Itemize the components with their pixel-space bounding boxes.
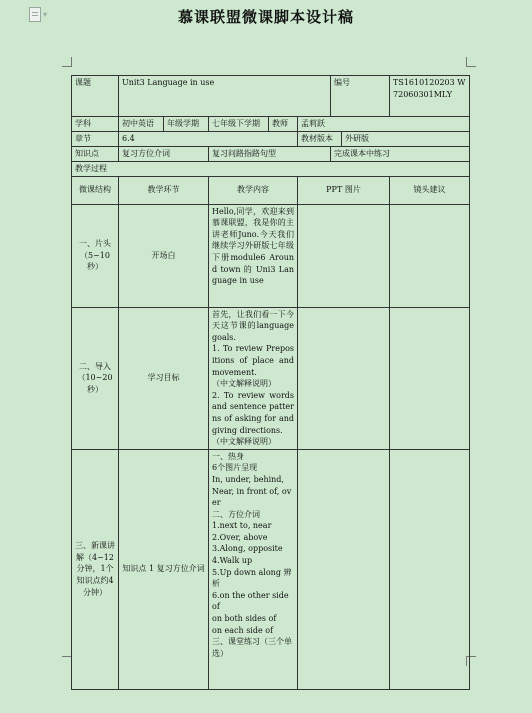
subject-row	[72, 117, 470, 132]
code-label: 编号	[331, 76, 390, 117]
topic-row	[72, 76, 470, 117]
ppt-cell	[298, 307, 390, 449]
chevron-down-icon: ▾	[43, 9, 48, 19]
header-content: 教学内容	[209, 176, 298, 204]
shot-cell	[390, 449, 470, 689]
teacher-label: 教师	[269, 117, 298, 132]
page-title: 慕课联盟微课脚本设计稿	[177, 8, 354, 26]
header-shot: 镜头建议	[390, 176, 470, 204]
stage-cell: 知识点 1 复习方位介词	[119, 449, 209, 689]
content-line: 6.on the other side of	[212, 590, 289, 612]
content-cell	[209, 307, 298, 449]
content-line: Near, in front of, over	[212, 486, 292, 508]
knowledge-point-3: 完成课本中练习	[331, 147, 470, 162]
structure-cell: 一、片头（5~10秒）	[72, 204, 119, 307]
chapter-row	[72, 132, 470, 147]
table-row	[72, 204, 470, 307]
content-line: （中文解释说明）	[212, 379, 276, 389]
content-line: 首先，让我们看一下今天这节课的language goals.	[212, 309, 294, 342]
knowledge-point-1: 复习方位介词	[119, 147, 209, 162]
knowledge-point-2: 复习问路指路句型	[209, 147, 331, 162]
textbook-value: 外研版	[342, 132, 470, 147]
content-line: 2. To review words and sentence patterns of asking for and giving directions.	[212, 390, 294, 435]
shot-cell	[390, 307, 470, 449]
grade-value: 七年级下学期	[209, 117, 269, 132]
content-line: 三、课堂练习（三个单选）	[212, 637, 292, 658]
textbook-label: 教材版本	[298, 132, 342, 147]
stage-cell: 开场白	[119, 204, 209, 307]
code-value: TS1610120203 W72060301MLY	[390, 76, 470, 117]
process-label: 教学过程	[72, 162, 470, 177]
ppt-cell	[298, 204, 390, 307]
header-ppt: PPT 图片	[298, 176, 390, 204]
corner-mark	[466, 57, 476, 67]
content-line: 3.Along, opposite	[212, 544, 283, 554]
content-line: 5.Up down along 辨析	[212, 567, 292, 589]
knowledge-label: 知识点	[72, 147, 119, 162]
structure-cell: 三、新课讲解（4~12分钟，1个知识点约4分钟）	[72, 449, 119, 689]
content-line: Hello,同学，欢迎来到慕课联盟，我是你的主讲老师Juno.今天我们继续学习外研版七年级下册module6 Around town 的 Uni3 Language in use	[212, 206, 294, 286]
content-line: （中文解释说明）	[212, 437, 276, 447]
knowledge-row	[72, 147, 470, 162]
content-line: on both sides of	[212, 614, 277, 624]
script-table	[71, 75, 470, 690]
structure-cell: 二、导入（10~20秒）	[72, 307, 119, 449]
header-stage: 教学环节	[119, 176, 209, 204]
content-line: 1. To review Prepositions of place and movement.	[212, 344, 294, 377]
content-line: 4.Walk up	[212, 556, 253, 566]
chapter-label: 章节	[72, 132, 119, 147]
subject-label: 学科	[72, 117, 119, 132]
content-line: In, under, behind,	[212, 474, 284, 484]
chapter-value: 6.4	[119, 132, 298, 147]
content-line: 一、热身	[212, 451, 244, 461]
content-cell	[209, 449, 298, 689]
content-line: 二、方位介词	[212, 509, 260, 519]
content-line: 2.Over, above	[212, 532, 268, 542]
teacher-value: 孟莉跃	[298, 117, 470, 132]
shot-cell	[390, 204, 470, 307]
table-row	[72, 307, 470, 449]
content-cell	[209, 204, 298, 307]
topic-label: 课题	[72, 76, 119, 117]
process-row	[72, 162, 470, 177]
content-line: 6个图片呈现	[212, 463, 258, 473]
topic-value: Unit3 Language in use	[119, 76, 331, 117]
table-row	[72, 449, 470, 689]
content-line: 1.next to, near	[212, 521, 272, 531]
corner-mark	[62, 57, 72, 67]
ppt-cell	[298, 449, 390, 689]
grade-label: 年级学期	[164, 117, 209, 132]
subject-value: 初中英语	[119, 117, 164, 132]
header-structure: 微课结构	[72, 176, 119, 204]
column-header-row	[72, 176, 470, 204]
content-line: on each side of	[212, 625, 274, 635]
stage-cell: 学习目标	[119, 307, 209, 449]
